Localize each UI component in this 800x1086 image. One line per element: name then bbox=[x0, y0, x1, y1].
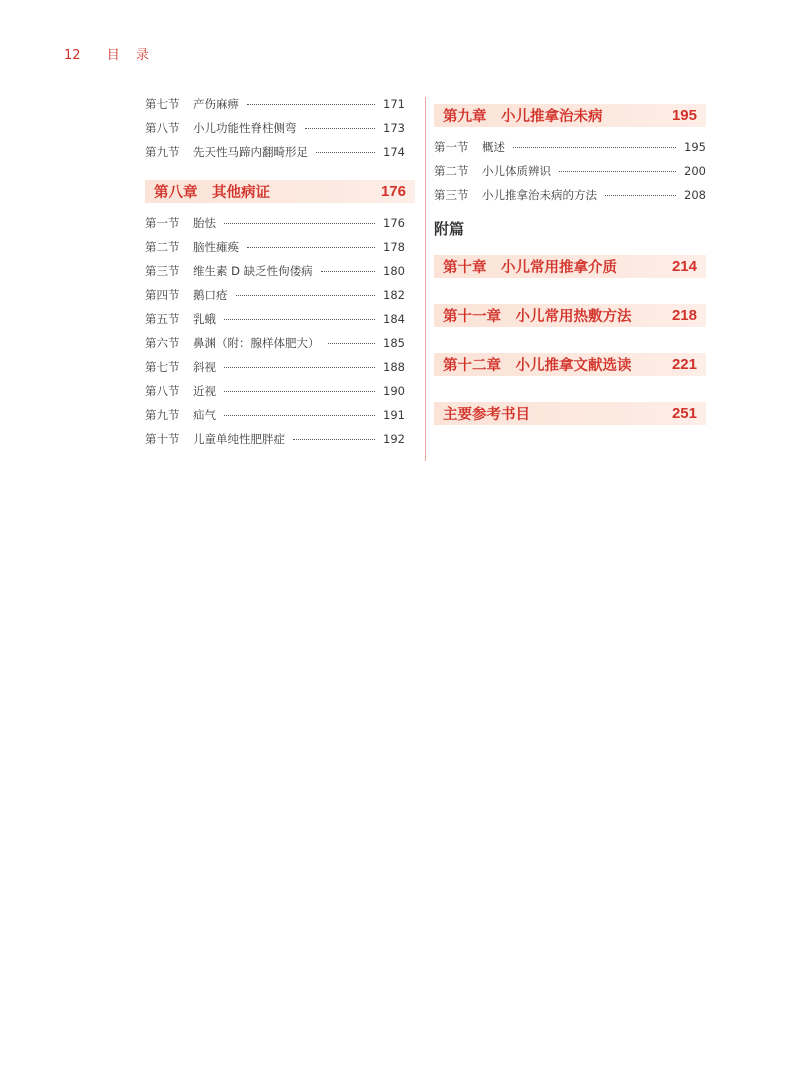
column-divider bbox=[425, 97, 426, 461]
section-title: 脑性瘫痪 bbox=[193, 240, 239, 254]
page-ref: 191 bbox=[383, 408, 405, 422]
section-title: 胎怯 bbox=[193, 216, 216, 230]
chapter-page: 214 bbox=[671, 258, 697, 275]
chapter-page: 195 bbox=[671, 107, 697, 124]
dot-leader bbox=[328, 343, 376, 344]
toc-entry[interactable] bbox=[145, 116, 405, 140]
page-ref: 185 bbox=[383, 336, 405, 350]
dot-leader bbox=[224, 367, 375, 368]
toc-entry[interactable] bbox=[145, 283, 405, 307]
dot-leader bbox=[293, 439, 375, 440]
page-ref: 171 bbox=[383, 97, 405, 111]
dot-leader bbox=[247, 247, 375, 248]
toc-entry[interactable] bbox=[145, 427, 405, 451]
toc-entry[interactable] bbox=[145, 235, 405, 259]
section-number: 第七节 bbox=[145, 97, 180, 111]
section-title: 鼻渊（附：腺样体肥大） bbox=[193, 336, 320, 350]
section-title: 儿童单纯性肥胖症 bbox=[193, 432, 285, 446]
dot-leader bbox=[224, 391, 375, 392]
page-ref: 173 bbox=[383, 121, 405, 135]
section-number: 第二节 bbox=[434, 164, 469, 178]
dot-leader bbox=[224, 223, 375, 224]
section-title: 小儿推拿治未病的方法 bbox=[482, 188, 597, 202]
chapter-page: 251 bbox=[671, 405, 697, 422]
section-number: 第四节 bbox=[145, 288, 180, 302]
page-ref: 188 bbox=[383, 360, 405, 374]
chapter-page: 221 bbox=[671, 356, 697, 373]
section-title: 近视 bbox=[193, 384, 216, 398]
chapter-title: 第十章 小儿常用推拿介质 bbox=[443, 260, 617, 276]
toc-entry[interactable] bbox=[434, 159, 706, 183]
chapter-heading[interactable] bbox=[434, 104, 706, 127]
section-number: 第七节 bbox=[145, 360, 180, 374]
page-ref: 182 bbox=[383, 288, 405, 302]
toc-entry[interactable] bbox=[145, 379, 405, 403]
page-ref: 192 bbox=[383, 432, 405, 446]
toc-entry[interactable] bbox=[145, 140, 405, 164]
page-ref: 174 bbox=[383, 145, 405, 159]
section-number: 第六节 bbox=[145, 336, 180, 350]
toc-entry[interactable] bbox=[434, 135, 706, 159]
section-number: 第一节 bbox=[434, 140, 469, 154]
toc-left-column bbox=[145, 92, 405, 451]
toc-entry[interactable] bbox=[145, 92, 405, 116]
page-ref: 178 bbox=[383, 240, 405, 254]
chapter-title: 第八章 其他病证 bbox=[154, 185, 270, 201]
section-title: 斜视 bbox=[193, 360, 216, 374]
dot-leader bbox=[247, 104, 375, 105]
dot-leader bbox=[316, 152, 375, 153]
running-head bbox=[64, 44, 155, 63]
chapter-page: 218 bbox=[671, 307, 697, 324]
appendix-heading: 附篇 bbox=[434, 220, 465, 238]
dot-leader bbox=[224, 415, 375, 416]
page-ref: 200 bbox=[684, 164, 706, 178]
toc-entry[interactable] bbox=[434, 183, 706, 207]
chapter-title: 第十二章 小儿推拿文献选读 bbox=[443, 358, 632, 374]
page-ref: 208 bbox=[684, 188, 706, 202]
section-number: 第十节 bbox=[145, 432, 180, 446]
toc-entry[interactable] bbox=[145, 211, 405, 235]
page-ref: 180 bbox=[383, 264, 405, 278]
section-number: 第八节 bbox=[145, 384, 180, 398]
page-ref: 195 bbox=[684, 140, 706, 154]
section-title: 概述 bbox=[482, 140, 505, 154]
section-title: 产伤麻痹 bbox=[193, 97, 239, 111]
chapter-title: 第十一章 小儿常用热敷方法 bbox=[443, 309, 632, 325]
toc-entry[interactable] bbox=[145, 403, 405, 427]
chapter-heading[interactable] bbox=[434, 353, 706, 376]
section-title: 疝气 bbox=[193, 408, 216, 422]
chapter-heading[interactable] bbox=[434, 304, 706, 327]
section-number: 第三节 bbox=[434, 188, 469, 202]
page-ref: 190 bbox=[383, 384, 405, 398]
dot-leader bbox=[559, 171, 676, 172]
section-title: 小儿体质辨识 bbox=[482, 164, 551, 178]
toc-entry[interactable] bbox=[145, 355, 405, 379]
section-number: 第一节 bbox=[145, 216, 180, 230]
chapter-title: 第九章 小儿推拿治未病 bbox=[443, 109, 603, 125]
dot-leader bbox=[605, 195, 676, 196]
toc-right-column bbox=[434, 104, 706, 425]
section-title: 乳蛾 bbox=[193, 312, 216, 326]
section-number: 第九节 bbox=[145, 408, 180, 422]
chapter-heading[interactable] bbox=[145, 180, 415, 203]
toc-entry[interactable] bbox=[145, 307, 405, 331]
section-title: 鹅口疮 bbox=[193, 288, 228, 302]
toc-entry[interactable] bbox=[145, 331, 405, 355]
chapter-title: 主要参考书目 bbox=[443, 407, 530, 423]
dot-leader bbox=[236, 295, 376, 296]
section-number: 第九节 bbox=[145, 145, 180, 159]
page-ref: 176 bbox=[383, 216, 405, 230]
section-number: 第八节 bbox=[145, 121, 180, 135]
running-title: 目 录 bbox=[106, 48, 155, 63]
dot-leader bbox=[224, 319, 375, 320]
dot-leader bbox=[513, 147, 676, 148]
section-number: 第五节 bbox=[145, 312, 180, 326]
section-title: 小儿功能性脊柱侧弯 bbox=[193, 121, 297, 135]
section-title: 维生素 D 缺乏性佝偻病 bbox=[193, 264, 313, 278]
toc-entry[interactable] bbox=[145, 259, 405, 283]
dot-leader bbox=[305, 128, 376, 129]
section-title: 先天性马蹄内翻畸形足 bbox=[193, 145, 308, 159]
page-number: 12 bbox=[64, 48, 81, 63]
section-number: 第二节 bbox=[145, 240, 180, 254]
chapter-page: 176 bbox=[380, 183, 406, 200]
dot-leader bbox=[321, 271, 375, 272]
section-number: 第三节 bbox=[145, 264, 180, 278]
page-ref: 184 bbox=[383, 312, 405, 326]
chapter-heading[interactable] bbox=[434, 402, 706, 425]
chapter-heading[interactable] bbox=[434, 255, 706, 278]
